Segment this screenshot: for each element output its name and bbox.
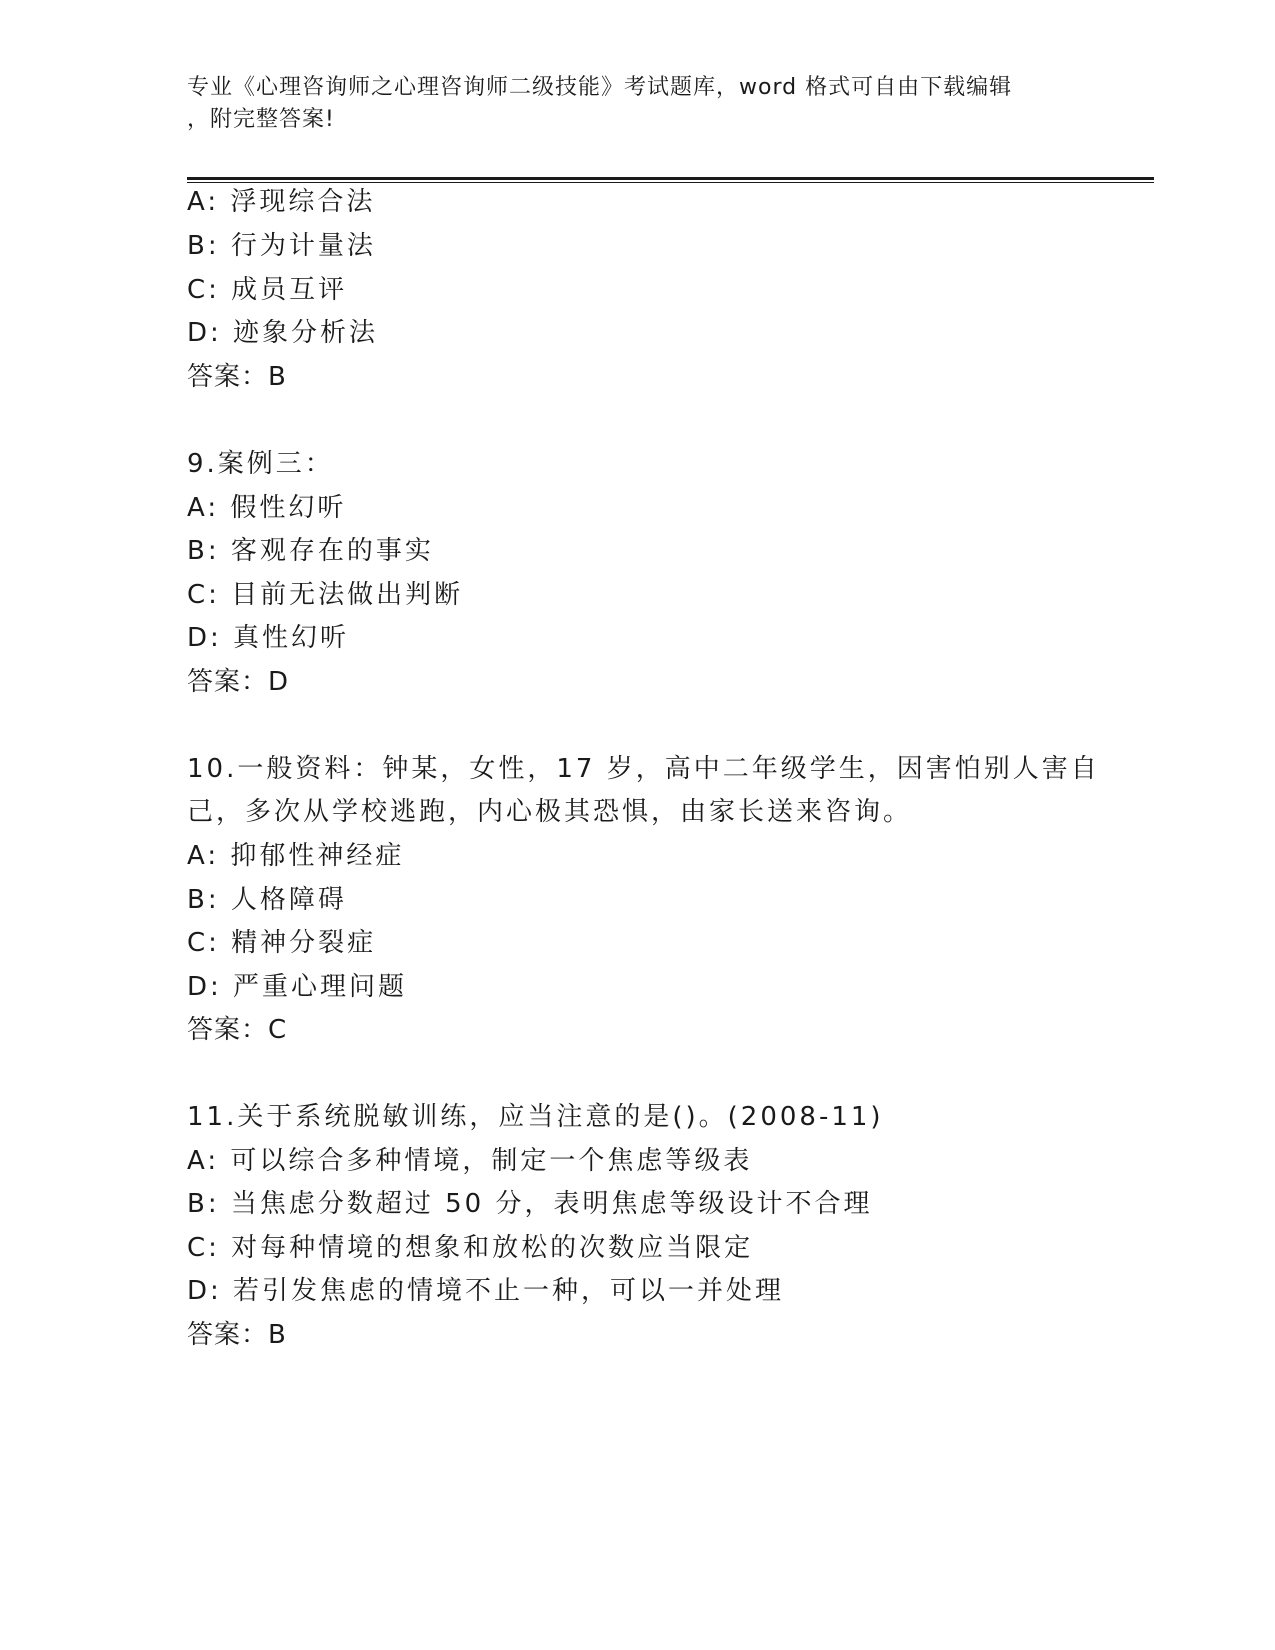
q10-option-a: A: 抑郁性神经症	[187, 841, 405, 871]
q11-option-b: B: 当焦虑分数超过 50 分，表明焦虑等级设计不合理	[187, 1189, 873, 1219]
q11-stem: 11.关于系统脱敏训练，应当注意的是()。(2008-11)	[187, 1102, 884, 1132]
q10-option-d: D: 严重心理问题	[187, 972, 408, 1002]
q11-answer: 答案：B	[187, 1320, 287, 1350]
q8-option-b: B: 行为计量法	[187, 231, 376, 261]
q9-stem: 9.案例三：	[187, 449, 334, 479]
header-rule-thick	[187, 177, 1154, 180]
q9-answer: 答案：D	[187, 667, 290, 697]
q9-option-d: D: 真性幻听	[187, 623, 350, 653]
q9-option-a: A: 假性幻听	[187, 493, 347, 523]
header-line-2: ，附完整答案!	[187, 107, 335, 132]
q10-option-c: C: 精神分裂症	[187, 928, 377, 958]
q9-option-b: B: 客观存在的事实	[187, 536, 434, 566]
q8-answer: 答案：B	[187, 362, 287, 392]
q11-option-d: D: 若引发焦虑的情境不止一种，可以一并处理	[187, 1276, 785, 1306]
q11-option-a: A: 可以综合多种情境，制定一个焦虑等级表	[187, 1146, 753, 1176]
header-line-1: 专业《心理咨询师之心理咨询师二级技能》考试题库，word 格式可自由下载编辑	[187, 75, 1013, 100]
q10-stem-line-2: 己，多次从学校逃跑，内心极其恐惧，由家长送来咨询。	[187, 797, 913, 827]
q10-option-b: B: 人格障碍	[187, 885, 347, 915]
q9-option-c: C: 目前无法做出判断	[187, 580, 464, 610]
q10-answer: 答案：C	[187, 1015, 288, 1045]
q11-option-c: C: 对每种情境的想象和放松的次数应当限定	[187, 1233, 754, 1263]
q10-stem-line-1: 10.一般资料：钟某，女性，17 岁，高中二年级学生，因害怕别人害自	[187, 754, 1100, 784]
document-header	[187, 72, 1087, 136]
q8-option-c: C: 成员互评	[187, 275, 348, 305]
header-rule-thin	[187, 182, 1154, 183]
q8-option-d: D: 迹象分析法	[187, 318, 379, 348]
q8-option-a: A: 浮现综合法	[187, 187, 376, 217]
